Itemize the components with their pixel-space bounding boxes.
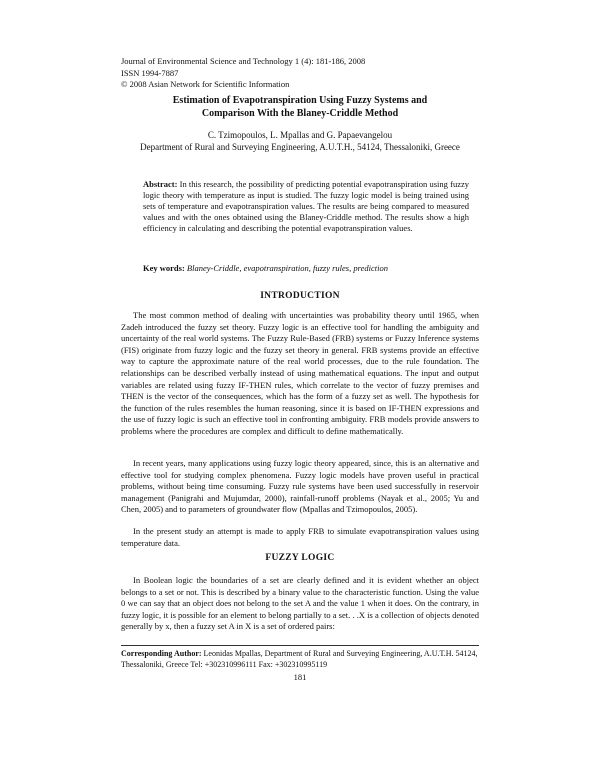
keywords-label: Key words: [143,263,185,273]
abstract-label: Abstract: [143,179,178,189]
journal-header [121,56,365,91]
author-names: C. Tzimopoulos, L. Mpallas and G. Papaevangelou [207,130,393,140]
paper-title [0,94,600,120]
title-line-1: Estimation of Evapotranspiration Using Fuzzy Systems and [172,95,428,106]
author-affiliation: Department of Rural and Surveying Engineering, A.U.T.H., 54124, Thessaloniki, Greece [140,141,460,152]
author-block [0,130,600,153]
abstract [143,179,469,234]
abstract-text: In this research, the possibility of predicting potential evapotranspiration using fuzzy logic theory with temperature as input is studied. The fuzzy logic model is being trained using sets of temperature and evapotranspiration values. The results are being compared to measured values and with the ones obtained using the Blaney-Criddle method. The results show a high efficiency in calculating and describing the potential evapotranspiration values. [143,179,469,233]
footnote-text: Leonidas Mpallas, Department of Rural and Surveying Engineering, A.U.T.H. 54124, Thessaloniki, Greece Tel: +302310996111 Fax: +302310995119 [121,649,478,669]
introduction-paragraph-2: In recent years, many applications using fuzzy logic theory appeared, since, this is an alternative and effective tool for studying complex phenomena. Fuzzy logic models have proven useful in practical problems, without being time consuming. Fuzzy rule systems have been used successfully in reservoir management (Panigrahi and Mujumdar, 2000), rainfall-runoff problems (Nayak et al., 2005; Yu and Chen, 2005) and to parameters of groundwater flow (Mpallas and Tzimopoulos, 2005). [121,458,479,515]
footnote-label: Corresponding Author: [121,649,202,658]
fuzzy-logic-paragraph-1: In Boolean logic the boundaries of a set are clearly defined and it is evident whether an object belongs to a set or not. This is described by a binary value to the characteristic function. Using the value 0 we can say that an object does not belong to the set A and the value 1 when it does. On the contrary, in fuzzy logic, it is possible for an element to belong partially to a set. . .X is a collection of objects denoted generally by x, then a fuzzy set A in X is a set of ordered pairs: [121,575,479,632]
copyright: © 2008 Asian Network for Scientific Information [121,79,290,89]
issn: ISSN 1994-7887 [121,67,179,78]
keywords [143,263,469,274]
introduction-heading: INTRODUCTION [260,291,340,301]
introduction-paragraph-1: The most common method of dealing with uncertainties was probability theory until 1965, when Zadeh introduced the fuzzy set theory. Fuzzy logic is an effective tool for handling the ambiguity and uncertainty of the real world systems. The Fuzzy Rule-Based (FRB) systems or Fuzzy Inference systems (FIS) originate from fuzzy logic and the fuzzy set theory in general. FRB systems provide an effective way to capture the approximate nature of the real world processes, due to the rule foundation. The relationships can be described verbally instead of using mathematical equations. The input and output variables are related using fuzzy IF-THEN rules, which correlate to the vector of fuzzy premises and THEN is the vector of the consequences, which has the form of a fuzzy set as well. The hypothesis for the function of the rules resembles the human reasoning, since it is based on IF-THEN expressions and the use of fuzzy logic is such an effective tool in confronting ambiguity. FRB models provide answers to problems where the procedures are complex and difficult to define mathematically. [121,310,479,436]
fuzzy-logic-heading: FUZZY LOGIC [265,553,335,563]
journal-citation: Journal of Environmental Science and Technology 1 (4): 181-186, 2008 [121,56,366,66]
corresponding-author-footnote [121,649,479,670]
title-line-2: Comparison With the Blaney-Criddle Method [201,108,399,119]
page-number: 181 [293,672,307,682]
keywords-text: Blaney-Criddle, evapotranspiration, fuzzy rules, prediction [184,263,388,273]
footnote-divider [121,645,479,646]
introduction-paragraph-3: In the present study an attempt is made to apply FRB to simulate evapotranspiration values using temperature data. [121,526,479,548]
